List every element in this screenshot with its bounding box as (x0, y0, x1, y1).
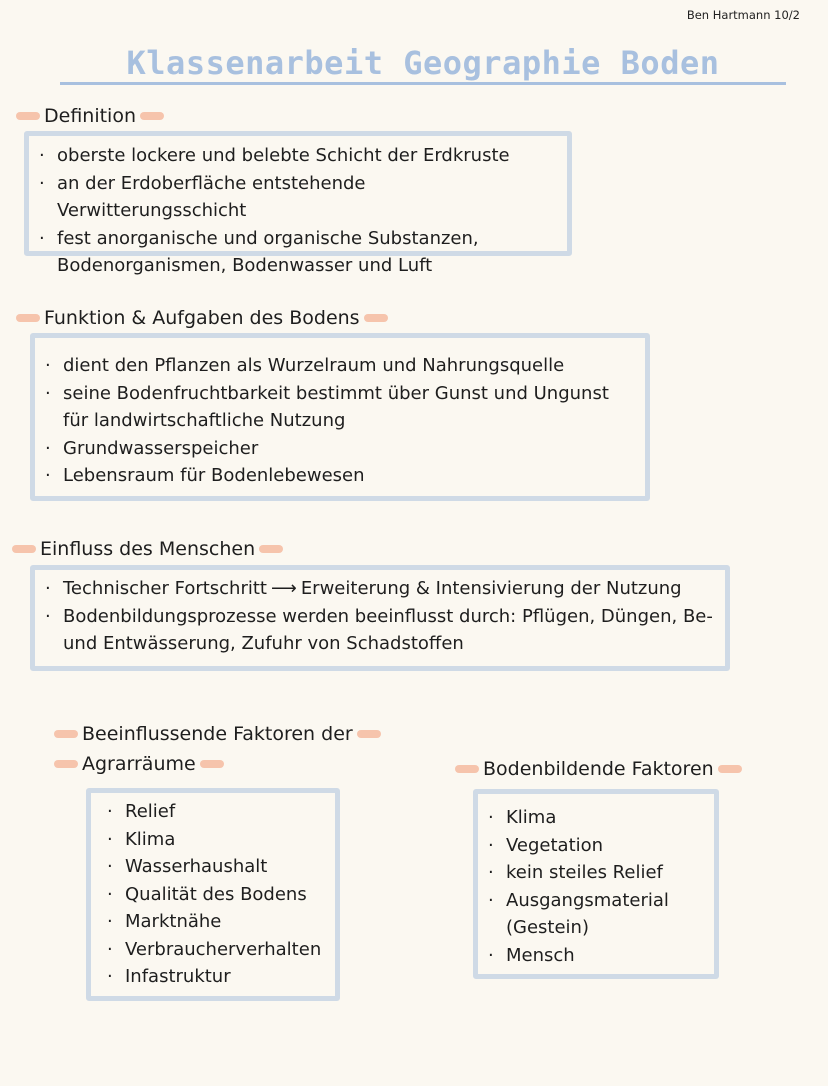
author-label: Ben Hartmann 10/2 (686, 8, 800, 22)
einfluss-list (43, 575, 717, 658)
list-item: · Klima (107, 828, 176, 850)
heading-einfluss-label: Einfluss des Menschen (40, 538, 256, 560)
pill-marker (16, 112, 40, 120)
list-item: · Technischer Fortschritt ⟶ Erweiterung & Intensivierung der Nutzung (43, 575, 717, 603)
definition-box (24, 131, 572, 276)
einfluss-box (30, 565, 730, 671)
heading-faktoren-agrar-line2 (54, 752, 224, 776)
pill-marker (54, 760, 78, 768)
list-item: · an der Erdoberfläche entstehende Verwitterungsschicht (39, 172, 366, 221)
heading-faktoren-agrar-label1: Beeinflussende Faktoren der (82, 723, 353, 745)
list-item: · Infastruktur (107, 966, 231, 987)
definition-list (37, 142, 559, 280)
faktoren-agrar-box (86, 788, 340, 1001)
list-item: · Mensch (488, 944, 575, 966)
heading-funktion-label: Funktion & Aufgaben des Bodens (44, 307, 360, 329)
faktoren-boden-list (486, 804, 706, 969)
list-item: · Vegetation (488, 834, 604, 856)
heading-faktoren-boden-label: Bodenbildende Faktoren (483, 758, 714, 780)
list-item: · kein steiles Relief (488, 862, 663, 883)
list-item: · Relief (107, 801, 176, 822)
heading-definition-label: Definition (44, 105, 137, 127)
funktion-box (30, 333, 650, 501)
list-item: · Grundwasserspeicher (45, 437, 259, 459)
pill-marker (455, 765, 479, 773)
list-item: · dient den Pflanzen als Wurzelraum und Nahrungsquelle (45, 355, 565, 376)
pill-marker (364, 314, 388, 322)
list-item: · Klima (488, 807, 557, 828)
pill-marker (12, 545, 36, 553)
pill-marker (200, 760, 224, 768)
list-item: · fest anorganische und organische Substanzen, Bodenorganismen, Bodenwasser und Luft (39, 227, 479, 276)
faktoren-agrar-list (105, 798, 327, 991)
list-item: · Marktnähe (107, 911, 222, 932)
pill-marker (16, 314, 40, 322)
list-item: · seine Bodenfruchtbarkeit bestimmt über Gunst und Ungunst für landwirtschaftliche Nutzung (45, 382, 609, 431)
heading-definition (16, 104, 164, 128)
heading-funktion (16, 306, 388, 330)
list-item: · Lebensraum für Bodenlebewesen (45, 465, 365, 486)
heading-faktoren-agrar-label2: Agrarräume (82, 753, 196, 775)
list-item: · Wasserhaushalt (107, 856, 268, 877)
pill-marker (718, 765, 742, 773)
pill-marker (357, 730, 381, 738)
arrow-right-icon: ⟶ (271, 578, 297, 599)
list-item: · oberste lockere und belebte Schicht der Erdkruste (39, 145, 510, 166)
pill-marker (54, 730, 78, 738)
pill-marker (259, 545, 283, 553)
heading-faktoren-boden (455, 757, 742, 781)
faktoren-boden-box (473, 789, 719, 979)
page-title: Klassenarbeit Geographie Boden (60, 44, 786, 85)
list-item: · Ausgangsmaterial (Gestein) (488, 889, 669, 938)
list-item: · Verbraucherverhalten (107, 938, 322, 960)
list-item: · Bodenbildungsprozesse werden beeinflusst durch: Pflügen, Düngen, Be- und Entwässerung, Zufuhr von Schadstoffen (45, 605, 713, 654)
funktion-list (43, 352, 637, 490)
heading-faktoren-agrar-line1 (54, 722, 381, 746)
list-item: · Qualität des Bodens (107, 883, 307, 905)
heading-einfluss (12, 537, 283, 561)
pill-marker (140, 112, 164, 120)
